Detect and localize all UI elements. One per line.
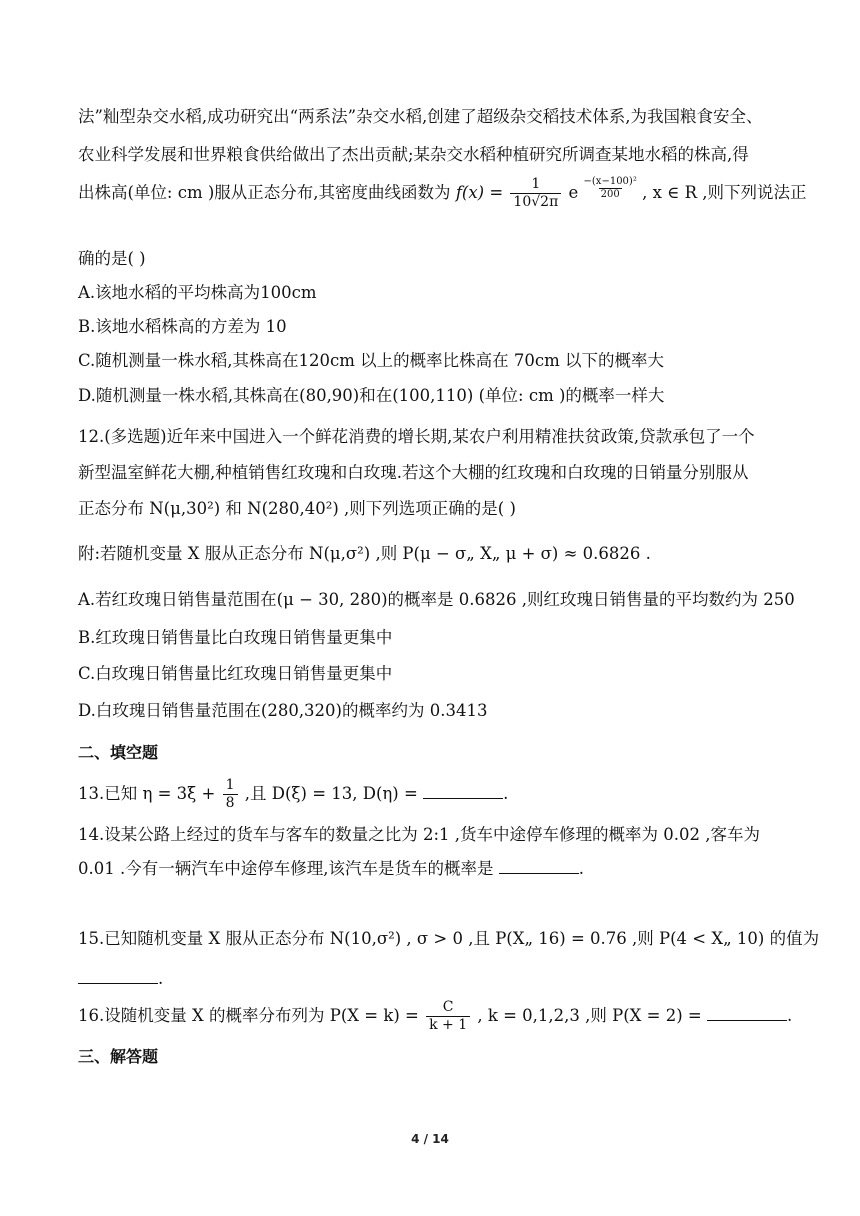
q11-line-3-prefix: 出株高(单位: cm )服从正态分布,其密度曲线函数为 xyxy=(78,183,456,202)
density-fraction-denominator: 10√2π xyxy=(510,193,561,211)
q14-answer-blank[interactable] xyxy=(499,859,579,874)
q16-prefix: 16.设随机变量 X 的概率分布列为 P(X = k) = xyxy=(78,1006,419,1025)
density-fraction-numerator: 1 xyxy=(531,176,541,192)
q12-option-a: A.若红玫瑰日销售量范围在(μ − 30, 280)的概率是 0.6826 ,则红玫瑰日销售量的平均数约为 250 xyxy=(78,590,795,609)
q13-fraction-denominator: 8 xyxy=(223,794,238,812)
q11-line-4: 确的是( ) xyxy=(78,249,146,268)
q16-fraction-denominator: k + 1 xyxy=(426,1016,470,1034)
q13-suffix: ,且 D(ξ) = 13, D(η) = xyxy=(244,784,418,803)
q13-line xyxy=(78,776,508,812)
q15-line-1: 15.已知随机变量 X 服从正态分布 N(10,σ²) , σ > 0 ,且 P(X„ 16) = 0.76 ,则 P(4 < X„ 10) 的值为 xyxy=(78,929,820,948)
exponent-fraction xyxy=(584,176,637,201)
q16-suffix: , k = 0,1,2,3 ,则 P(X = 2) = xyxy=(477,1006,702,1025)
q11-line-3 xyxy=(78,176,807,211)
q13-answer-blank[interactable] xyxy=(423,784,503,799)
q16-fraction-numerator: C xyxy=(442,999,454,1015)
q11-option-c: C.随机测量一株水稻,其株高在120cm 以上的概率比株高在 70cm 以下的概率大 xyxy=(78,351,665,370)
q15-end: . xyxy=(158,969,164,988)
q15-answer-blank[interactable] xyxy=(78,969,158,984)
q16-fraction xyxy=(426,999,470,1034)
q11-option-a: A.该地水稻的平均株高为100cm xyxy=(78,283,317,302)
q16-line xyxy=(78,996,792,1036)
q12-line-2: 新型温室鲜花大棚,种植销售红玫瑰和白玫瑰.若这个大棚的红玫瑰和白玫瑰的日销量分别服从 xyxy=(78,463,749,482)
section-heading-solutions: 三、解答题 xyxy=(78,1047,159,1066)
q16-end: . xyxy=(786,1006,793,1025)
q13-fraction-numerator: 1 xyxy=(225,777,235,793)
q12-option-b: B.红玫瑰日销售量比白玫瑰日销售量更集中 xyxy=(78,628,393,647)
page-number: 4 / 14 xyxy=(411,1132,449,1146)
density-fraction xyxy=(510,176,561,211)
q12-option-d: D.白玫瑰日销售量范围在(280,320)的概率约为 0.3413 xyxy=(78,701,488,720)
q11-line-3-suffix: , x ∈ R ,则下列说法正 xyxy=(642,183,807,202)
q12-note: 附:若随机变量 X 服从正态分布 N(μ,σ²) ,则 P(μ − σ„ X„ μ + σ) ≈ 0.6826 . xyxy=(78,544,651,563)
q14-line-2-text: 0.01 .今有一辆汽车中途停车修理,该汽车是货车的概率是 xyxy=(78,859,494,878)
density-function-label: f(x) = xyxy=(455,183,504,202)
section-heading-fill-in: 二、填空题 xyxy=(78,743,159,762)
exponent-denominator: 200 xyxy=(600,189,620,200)
q12-option-c: C.白玫瑰日销售量比红玫瑰日销售量更集中 xyxy=(78,664,393,683)
q16-answer-blank[interactable] xyxy=(707,1006,787,1021)
exp-base: e xyxy=(568,183,579,202)
q14-end: . xyxy=(578,859,584,878)
q11-option-d: D.随机测量一株水稻,其株高在(80,90)和在(100,110) (单位: cm )的概率一样大 xyxy=(78,386,665,405)
q12-line-1: 12.(多选题)近年来中国进入一个鲜花消费的增长期,某农户利用精准扶贫政策,贷款承包了一个 xyxy=(78,427,755,446)
exponent-numerator: −(x−100)² xyxy=(583,176,637,187)
q11-option-b: B.该地水稻株高的方差为 10 xyxy=(78,317,287,336)
q12-line-3: 正态分布 N(μ,30²) 和 N(280,40²) ,则下列选项正确的是( ) xyxy=(78,499,516,518)
q13-prefix: 13.已知 η = 3ξ + xyxy=(78,784,216,803)
q14-line-2 xyxy=(78,858,584,880)
q13-end: . xyxy=(503,784,509,803)
q11-line-2: 农业科学发展和世界粮食供给做出了杰出贡献;某杂交水稻种植研究所调查某地水稻的株高,得 xyxy=(78,145,749,164)
q11-line-1: 法”籼型杂交水稻,成功研究出“两系法”杂交水稻,创建了超级杂交稻技术体系,为我国粮食安全、 xyxy=(78,107,763,126)
q14-line-1: 14.设某公路上经过的货车与客车的数量之比为 2:1 ,货车中途停车修理的概率为 0.02 ,客车为 xyxy=(78,825,761,844)
q15-line-2 xyxy=(78,968,163,990)
q13-fraction xyxy=(223,777,238,812)
